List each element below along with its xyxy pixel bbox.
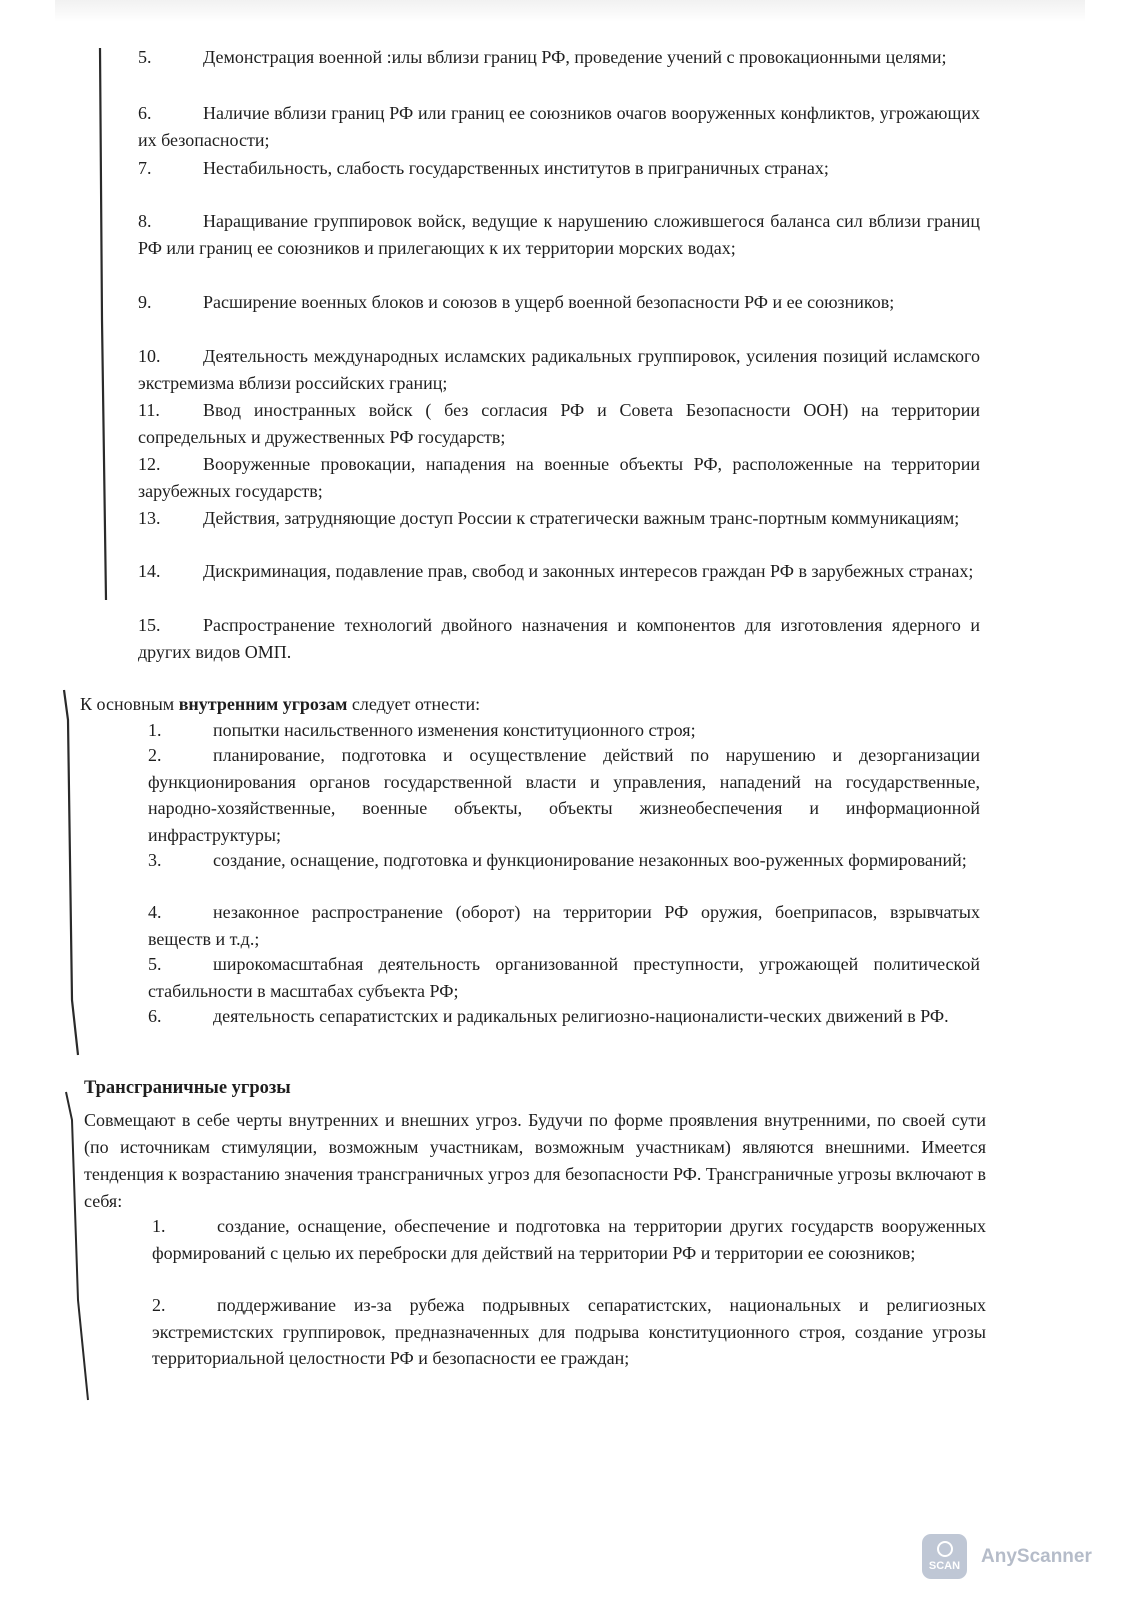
external-threat-item: 9. Расширение военных блоков и союзов в ущерб военной безопасности РФ и ее союзников; <box>138 292 895 312</box>
external-threat-item: 5. Демонстрация военной :илы вблизи границ РФ, проведение учений с провокационными целями; <box>138 47 947 67</box>
external-threat-item: 12. Вооруженные провокации, нападения на военные объекты РФ, расположенные на территории зарубежных государств; <box>138 454 980 501</box>
internal-threat-item: 5. широкомасштабная деятельность организованной преступности, угрожающей политической стабильности в масштабах субъекта РФ; <box>148 954 980 1001</box>
internal-threats-term: внутренним угрозам <box>178 694 348 714</box>
internal-threats-intro: К основным внутренним угрозам следует отнести: <box>80 694 481 714</box>
transborder-threat-item: 2. поддерживание из-за рубежа подрывных сепаратистских, национальных и религиозных экстремистских группировок, предназначенных для подрыва конституционного строя, создание угрозы территориальной целостности РФ и безопасности ее граждан; <box>152 1295 986 1368</box>
external-threat-item: 7. Нестабильность, слабость государственных институтов в приграничных странах; <box>138 158 829 178</box>
transborder-threat-item: 1. создание, оснащение, обеспечение и подготовка на территории других государств вооруженных формирований с целью их переброски для действий на территории РФ и территории ее союзников; <box>152 1216 986 1263</box>
internal-threat-item: 1. попытки насильственного изменения конституционного строя; <box>148 720 696 740</box>
internal-threat-item: 4. незаконное распространение (оборот) на территории РФ оружия, боеприпасов, взрывчатых веществ и т.д.; <box>148 902 980 949</box>
external-threat-item: 15. Распространение технологий двойного назначения и компонентов для изготовления ядерного и других видов ОМП. <box>138 615 980 662</box>
internal-threat-item: 2. планирование, подготовка и осуществление действий по нарушению и дезорганизации функционирования органов государственной власти и управления, нападений на государственные, народно-хозяйственные, военные объекты, объекты жизнеобеспечения и информационной инфраструктуры; <box>148 745 980 845</box>
external-threat-item: 14. Дискриминация, подавление прав, свобод и законных интересов граждан РФ в зарубежных странах; <box>138 561 974 581</box>
scanner-logo-icon: SCAN <box>922 1534 967 1579</box>
external-threat-item: 8. Наращивание группировок войск, ведущие к нарушению сложившегося баланса сил вблизи границ РФ или границ ее союзников и прилегающих к их территории морских водах; <box>138 211 980 258</box>
external-threat-item: 11. Ввод иностранных войск ( без согласия РФ и Совета Безопасности ООН) на территории сопредельных и дружественных РФ государств; <box>138 400 980 447</box>
transborder-paragraph: Совмещают в себе черты внутренних и внешних угроз. Будучи по форме проявления внутренними, по своей сути (по источникам стимуляции, возможным участникам, возможным участникам) являются внешними. Имеется тенденция к возрастанию значения трансграничных угроз для безопасности РФ. Трансграничные угрозы включают в себя: <box>84 1110 986 1211</box>
anyscanner-watermark <box>922 1534 1092 1579</box>
internal-threat-item: 3. создание, оснащение, подготовка и функционирование незаконных воо-руженных формирований; <box>148 850 967 870</box>
internal-threat-item: 6. деятельность сепаратистских и радикальных религиозно-националисти-ческих движений в РФ. <box>148 1006 949 1026</box>
external-threat-item: 6. Наличие вблизи границ РФ или границ ее союзников очагов вооруженных конфликтов, угрожающих их безопасности; <box>138 103 980 150</box>
transborder-heading: Трансграничные угрозы <box>84 1078 291 1098</box>
external-threat-item: 10. Деятельность международных исламских радикальных группировок, усиления позиций исламского экстремизма вблизи российских границ; <box>138 346 980 393</box>
watermark-text: AnyScanner <box>981 1545 1092 1567</box>
external-threat-item: 13. Действия, затрудняющие доступ России к стратегически важным транс-портным коммуникациям; <box>138 508 960 528</box>
